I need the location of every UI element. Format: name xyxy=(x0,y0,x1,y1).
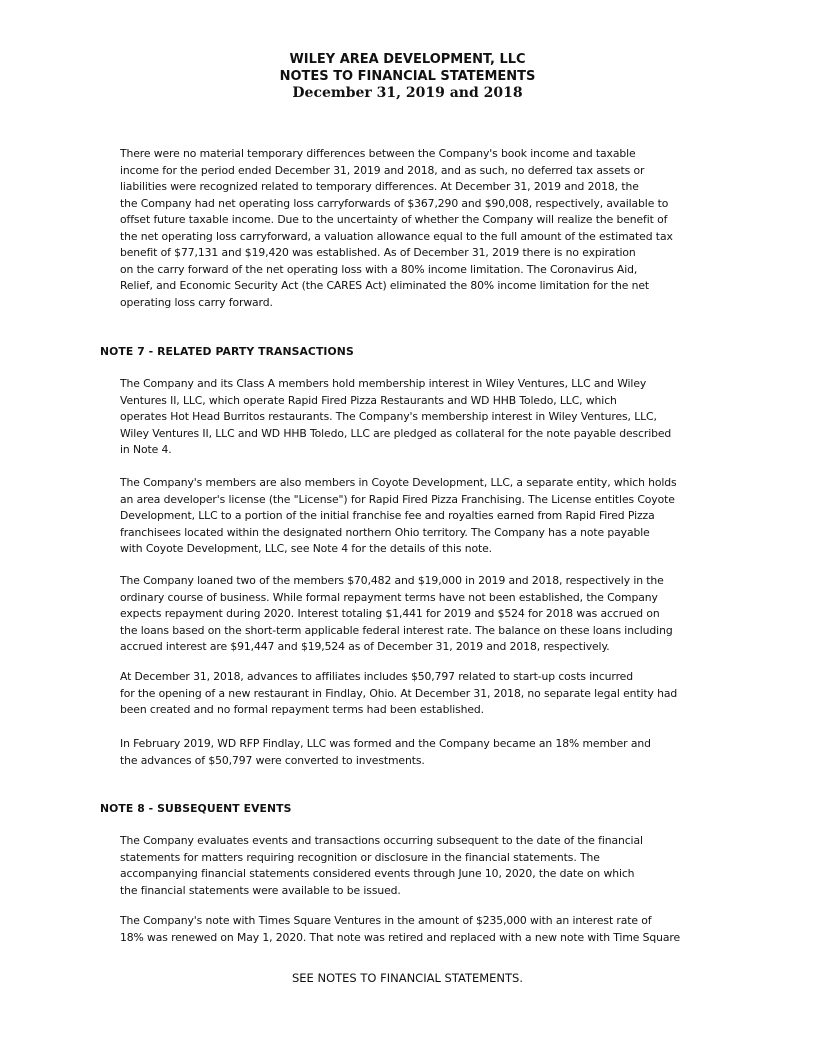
text-line: for the opening of a new restaurant in Findlay, Ohio. At December 31, 2018, no separate legal entity had xyxy=(120,686,678,700)
note8-paragraph-2 xyxy=(120,913,720,946)
company-name: WILEY AREA DEVELOPMENT, LLC xyxy=(289,52,526,67)
note7-paragraph-4 xyxy=(120,669,720,719)
note7-paragraph-3 xyxy=(120,573,720,656)
note7-paragraph-2 xyxy=(120,475,720,558)
text-line: expects repayment during 2020. Interest totaling $1,441 for 2019 and $524 for 2018 was accrued on xyxy=(120,607,660,620)
text-line: The Company's members are also members in Coyote Development, LLC, a separate entity, which holds xyxy=(120,476,677,489)
text-line: the net operating loss carryforward, a valuation allowance equal to the full amount of the estimated tax xyxy=(120,229,673,243)
note7-heading: NOTE 7 - RELATED PARTY TRANSACTIONS xyxy=(100,345,354,358)
note8-paragraph-1 xyxy=(120,833,720,899)
text-line: The Company loaned two of the members $70,482 and $19,000 in 2019 and 2018, respectively in the xyxy=(120,574,664,587)
text-line: been created and no formal repayment terms had been established. xyxy=(120,703,485,716)
text-line: benefit of $77,131 and $19,420 was established. As of December 31, 2019 there is no expiration xyxy=(120,246,636,259)
text-line: In February 2019, WD RFP Findlay, LLC was formed and the Company became an 18% member and xyxy=(120,737,651,750)
statement-date: December 31, 2019 and 2018 xyxy=(292,85,523,101)
text-line: with Coyote Development, LLC, see Note 4 for the details of this note. xyxy=(120,542,492,555)
note7-paragraph-1 xyxy=(120,376,720,459)
text-line: Ventures II, LLC, which operate Rapid Fired Pizza Restaurants and WD HHB Toledo, LLC, which xyxy=(120,393,617,407)
text-line: statements for matters requiring recognition or disclosure in the financial statements. The xyxy=(120,850,600,864)
text-line: At December 31, 2018, advances to affiliates includes $50,797 related to start-up costs incurred xyxy=(120,670,633,683)
text-line: an area developer's license (the "License") for Rapid Fired Pizza Franchising. The License entitles Coyote xyxy=(120,492,675,506)
intro-paragraph xyxy=(120,146,720,311)
text-line: the Company had net operating loss carryforwards of $367,290 and $90,008, respectively, available to xyxy=(120,196,669,210)
text-line: the financial statements were available to be issued. xyxy=(120,883,401,897)
text-line: The Company and its Class A members hold membership interest in Wiley Ventures, LLC and Wiley xyxy=(120,377,647,390)
text-line: in Note 4. xyxy=(120,443,172,456)
document-title: NOTES TO FINANCIAL STATEMENTS xyxy=(279,69,536,84)
text-line: accrued interest are $91,447 and $19,524 as of December 31, 2019 and 2018, respectively. xyxy=(120,640,610,653)
text-line: Relief, and Economic Security Act (the CARES Act) eliminated the 80% income limitation for the net xyxy=(120,279,650,292)
text-line: franchisees located within the designated northern Ohio territory. The Company has a note payable xyxy=(120,525,650,539)
text-line: Wiley Ventures II, LLC and WD HHB Toledo, LLC are pledged as collateral for the note payable described xyxy=(120,426,672,440)
text-line: There were no material temporary differences between the Company's book income and taxable xyxy=(120,147,636,160)
text-line: The Company evaluates events and transactions occurring subsequent to the date of the financial xyxy=(120,834,643,847)
text-line: accompanying financial statements considered events through June 10, 2020, the date on which xyxy=(120,867,635,880)
note7-paragraph-5 xyxy=(120,736,720,769)
page-footer: SEE NOTES TO FINANCIAL STATEMENTS. xyxy=(291,971,524,985)
text-line: the loans based on the short-term applicable federal interest rate. The balance on these loans including xyxy=(120,623,673,637)
text-line: income for the period ended December 31, 2019 and 2018, and as such, no deferred tax assets or xyxy=(120,163,645,177)
text-line: offset future taxable income. Due to the uncertainty of whether the Company will realize the benefit of xyxy=(120,213,668,226)
page-header xyxy=(0,51,815,102)
text-line: the advances of $50,797 were converted to investments. xyxy=(120,753,425,767)
text-line: 18% was renewed on May 1, 2020. That note was retired and replaced with a new note with Time Square xyxy=(120,930,681,944)
note8-heading: NOTE 8 - SUBSEQUENT EVENTS xyxy=(100,802,292,815)
text-line: Development, LLC to a portion of the initial franchise fee and royalties earned from Rapid Fired Pizza xyxy=(120,509,655,522)
text-line: liabilities were recognized related to temporary differences. At December 31, 2019 and 2018, the xyxy=(120,180,639,193)
text-line: The Company's note with Times Square Ventures in the amount of $235,000 with an interest rate of xyxy=(120,914,652,927)
text-line: on the carry forward of the net operating loss with a 80% income limitation. The Coronavirus Aid, xyxy=(120,262,638,276)
text-line: operating loss carry forward. xyxy=(120,295,273,309)
text-line: operates Hot Head Burritos restaurants. The Company's membership interest in Wiley Ventures, LLC, xyxy=(120,410,657,423)
text-line: ordinary course of business. While formal repayment terms have not been established, the Company xyxy=(120,590,658,604)
